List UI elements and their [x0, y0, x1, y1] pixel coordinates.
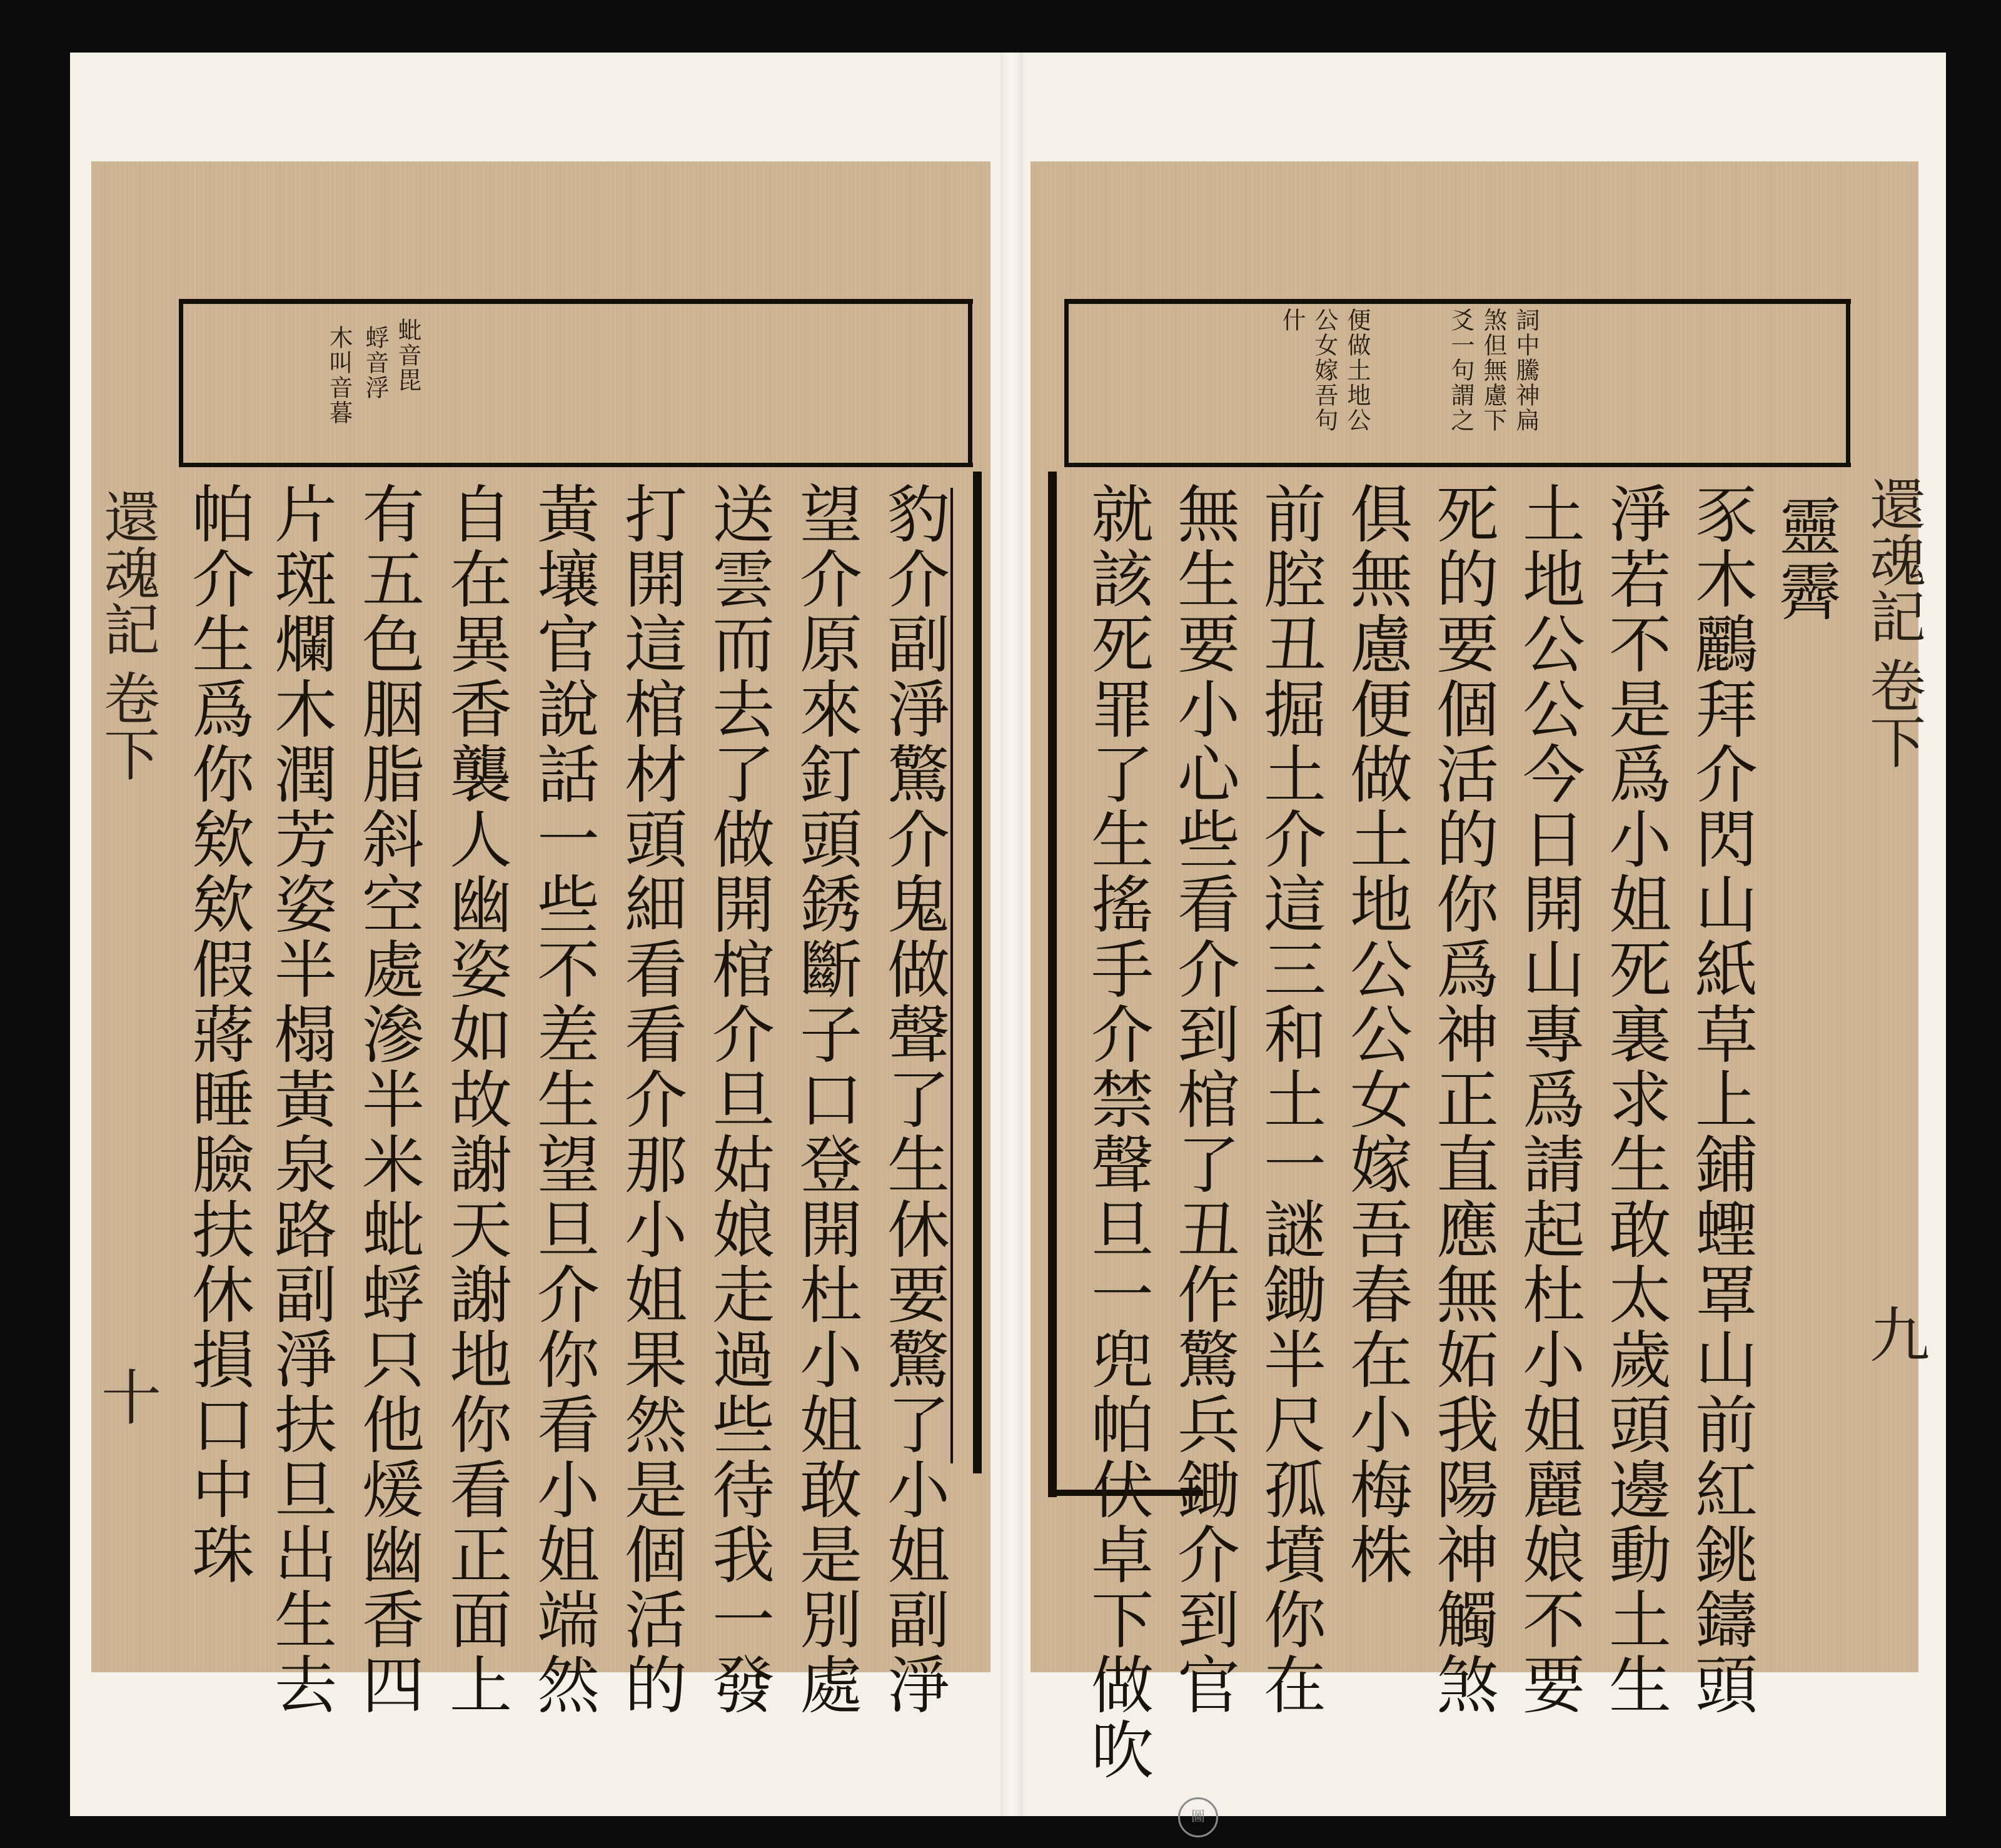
- right-body-left-rule: [1048, 472, 1057, 1497]
- right-column-4: 土地公公今日開山專爲請起杜小姐麗娘不要: [1512, 482, 1585, 1717]
- left-spine-title: 還魂記: [94, 488, 159, 657]
- right-column-6: 俱無慮便做土地公公女嫁吾春在小梅株: [1339, 482, 1413, 1587]
- right-header-note-6: 什: [1278, 308, 1306, 333]
- right-folio: 九: [1870, 1301, 1930, 1371]
- right-column-8: 無生要小心些看介到棺了丑作驚兵鋤介到官: [1167, 482, 1240, 1717]
- left-body-right-rule: [973, 472, 982, 1473]
- left-header-top-rule: [179, 299, 973, 304]
- left-header-right-rule: [968, 299, 972, 467]
- right-header-note-2: 煞但無慮下: [1479, 308, 1507, 433]
- right-header-right-rule: [1846, 299, 1850, 467]
- left-column-2: 望介原來釘頭銹斷子口登開杜小姐敢是別處: [789, 482, 862, 1717]
- left-column-1: 豹介副淨驚介鬼做聲了生休要驚了小姐副淨: [877, 482, 950, 1717]
- right-column-9: 就該死罪了生搖手介禁聲旦一兜帕伏卓下做吹: [1081, 482, 1154, 1782]
- right-spine-title: 還魂記: [1860, 475, 1925, 644]
- right-header-bottom-rule: [1064, 463, 1851, 467]
- right-header-top-rule: [1064, 299, 1851, 304]
- left-column-6: 自在異香襲人幽姿如故謝天謝地你看正面上: [439, 482, 512, 1717]
- left-column-9: 帕介生爲你欸欸假蔣睡臉扶休損口中珠: [181, 482, 255, 1587]
- left-column-8: 片斑爛木潤芳姿半榻黃泉路副淨扶旦出生去: [264, 482, 337, 1717]
- right-column-7: 前腔丑掘土介這三和土一謎鋤半尺孤墳你在: [1253, 482, 1326, 1717]
- library-stamp: 圖: [1178, 1797, 1218, 1837]
- left-column-5: 黃壤官說話一些不差生望旦介你看小姐端然: [527, 482, 600, 1717]
- left-column-7: 有五色胭脂斜空處滲半米蚍蜉只他煖幽香四: [351, 482, 425, 1717]
- left-header-note-3: 木叫音暮: [325, 325, 353, 425]
- left-column-3: 送雲而去了做開棺介旦姑娘走過些待我一發: [702, 482, 775, 1717]
- book-gutter: [1001, 53, 1023, 1816]
- right-header-note-1: 詞中騰神扁: [1512, 308, 1540, 433]
- left-column-4: 打開這棺材頭細看看介那小姐果然是個活的: [614, 482, 687, 1717]
- right-column-2: 豕木鸝拜介閃山紙草上鋪蟶罩山前紅銚鑄頭: [1685, 482, 1758, 1717]
- left-spine-volume: 卷下: [94, 669, 159, 782]
- right-header-note-3: 爻一句謂之: [1447, 308, 1474, 433]
- right-column-3: 淨若不是爲小姐死裏求生敢太歲頭邊動土生: [1598, 482, 1671, 1717]
- left-header-bottom-rule: [179, 463, 973, 467]
- right-header-note-4: 便做土地公: [1343, 308, 1371, 433]
- right-column-1: 靈霽: [1768, 494, 1842, 624]
- right-header-left-rule: [1064, 299, 1069, 467]
- right-spine-volume: 卷下: [1860, 657, 1925, 769]
- right-header-note-5: 公女嫁吾句: [1311, 308, 1338, 433]
- left-folio: 十: [101, 1363, 161, 1433]
- left-header-note-1: 蚍音毘: [394, 318, 421, 393]
- right-column-5: 死的要個活的你爲神正直應無妬我陽神觸煞: [1426, 482, 1499, 1717]
- left-body-inner-rule: [950, 488, 953, 1463]
- left-header-note-2: 蜉音浮: [361, 325, 389, 400]
- left-header-left-rule: [179, 299, 183, 467]
